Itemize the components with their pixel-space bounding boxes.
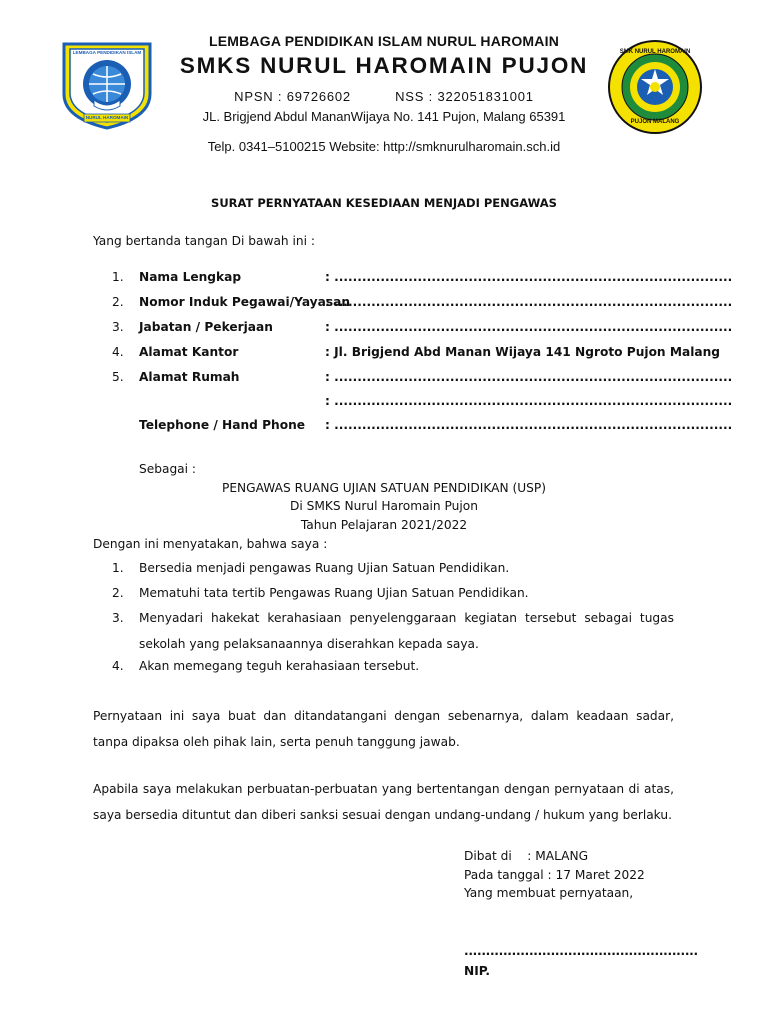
identity-row-phone [0,418,768,436]
school-logo-text-bottom: PUJON MALANG [630,119,680,125]
identity-num: 1. [112,270,124,284]
identity-num: 4. [112,345,124,359]
signature-date: Pada tanggal : 17 Maret 2022 [464,868,645,882]
identity-label: Nama Lengkap [139,270,242,284]
statement-num: 4. [112,659,124,673]
signature-place: Dibat di : MALANG [464,849,589,863]
school-logo [607,39,703,135]
statement-paragraph-2: Apabila saya melakukan perbuatan-perbuatan yang bertentangan dengan pernyataan di atas, saya bersedia dituntut dan diberi sanksi sesuai dengan undang-undang / hukum yang berlaku. [93,782,674,822]
identity-value: : ...................................................................................... [325,270,733,284]
identity-num: 5. [112,370,124,384]
statement-paragraph-1: Pernyataan ini saya buat dan ditandatangani dengan sebenarnya, dalam keadaan sadar, tanpa dipaksa oleh pihak lain, serta penuh tanggung jawab. [93,709,674,749]
identity-label: Telephone / Hand Phone [139,418,306,432]
school-address: JL. Brigjend Abdul MananWijaya No. 141 Pujon, Malang 65391 [202,109,566,124]
sebagai-label: Sebagai : [139,462,197,476]
institution-name: LEMBAGA PENDIDIKAN ISLAM NURUL HAROMAIN [208,33,559,49]
identity-num: 2. [112,295,124,309]
school-contact: Telp. 0341–5100215 Website: http://smknurulharomain.sch.id [207,139,561,154]
signature-line: ...................................................... [464,944,698,958]
statement-text: Akan memegang teguh kerahasiaan tersebut. [139,659,420,673]
identity-value: : ...................................................................................... [325,320,733,334]
declaration-intro: Dengan ini menyatakan, bahwa saya : [93,537,328,551]
statement-num: 3. [112,611,124,625]
signature-nip: NIP. [464,964,491,978]
foundation-logo [56,38,158,130]
identity-value: : ...................................................................................... [325,418,733,432]
signature-maker: Yang membuat pernyataan, [464,886,634,900]
identity-row-name [0,270,768,288]
role-line-2: Di SMKS Nurul Haromain Pujon [290,499,478,513]
school-name: SMKS NURUL HAROMAIN PUJON [179,53,589,78]
identity-label: Jabatan / Pekerjaan [139,320,273,334]
role-line-1: PENGAWAS RUANG UJIAN SATUAN PENDIDIKAN (USP) [221,481,546,495]
role-line-3: Tahun Pelajaran 2021/2022 [300,518,468,532]
document-title: SURAT PERNYATAAN KESEDIAAN MENJADI PENGAWAS [211,196,557,210]
statement-text: Bersedia menjadi pengawas Ruang Ujian Satuan Pendidikan. [139,561,510,575]
identity-label: Alamat Kantor [139,345,239,359]
statement-num: 1. [112,561,124,575]
identity-value: : Jl. Brigjend Abd Manan Wijaya 141 Ngroto Pujon Malang [325,345,721,359]
identity-num: 3. [112,320,124,334]
statement-text: Mematuhi tata tertib Pengawas Ruang Ujian Satuan Pendidikan. [139,586,529,600]
identity-row-nip [0,295,768,313]
intro-text: Yang bertanda tangan Di bawah ini : [93,234,315,248]
statement-text: Menyadari hakekat kerahasiaan penyelenggaraan kegiatan tersebut sebagai tugas sekolah yang pelaksanaannya diserahkan kepada saya. [139,611,674,651]
identity-value: : ...................................................................................... [325,295,733,309]
identity-row-job [0,320,768,338]
identity-row-home-cont [0,394,768,412]
npsn-nss: NPSN : 69726602 NSS : 322051831001 [234,89,534,104]
identity-label: Alamat Rumah [139,370,240,384]
foundation-logo-text-top: LEMBAGA PENDIDIKAN ISLAM [72,50,142,55]
school-logo-text-top: SMK NURUL HAROMAIN [619,49,691,55]
identity-row-office [0,345,768,363]
identity-label: Nomor Induk Pegawai/Yayasan [139,295,350,309]
statement-num: 2. [112,586,124,600]
identity-value: : ...................................................................................... [325,394,733,408]
identity-value: : ...................................................................................... [325,370,733,384]
foundation-logo-text-bottom: NURUL HAROMAIN [85,115,129,120]
identity-row-home [0,370,768,388]
